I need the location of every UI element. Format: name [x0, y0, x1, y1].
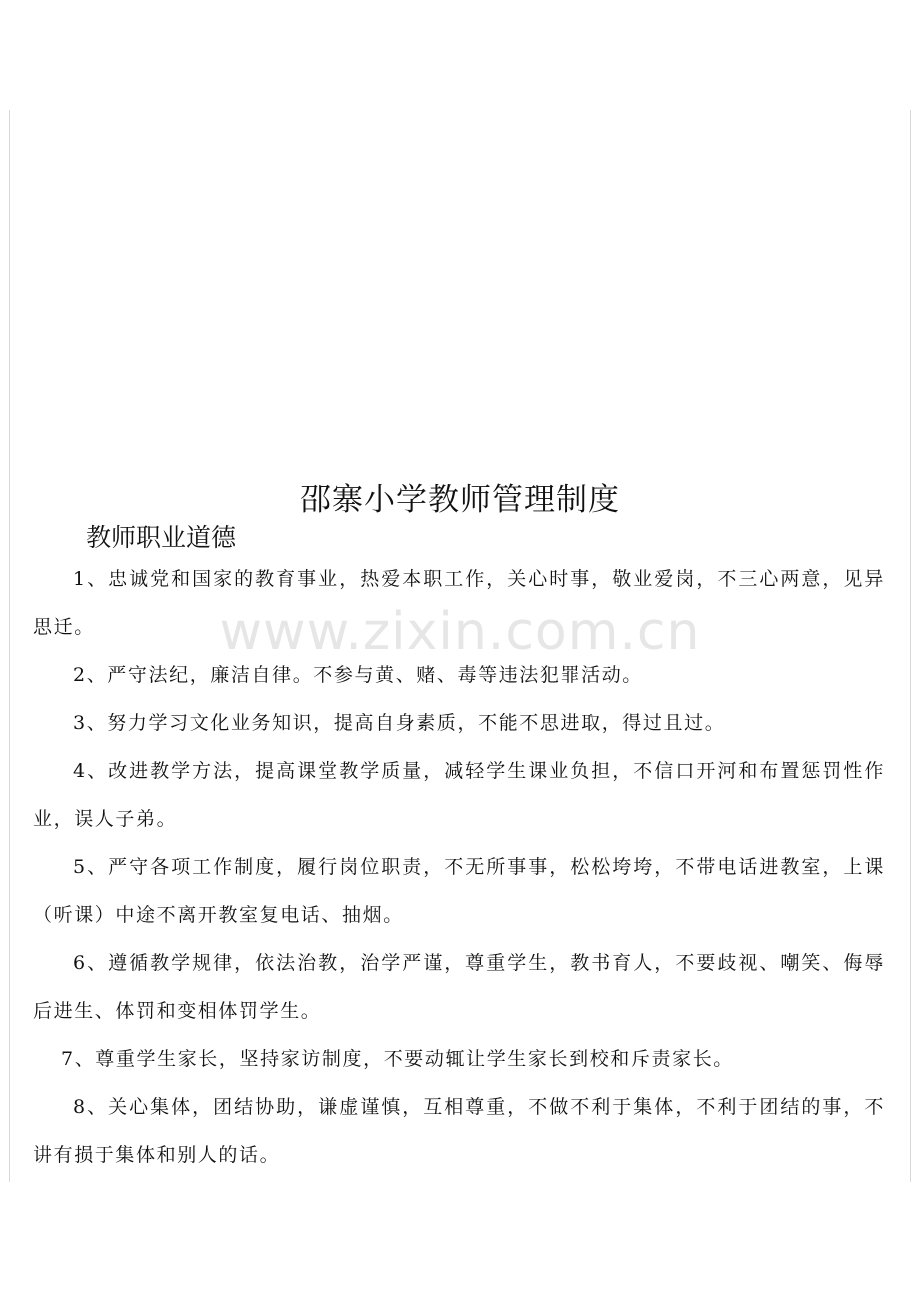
- paragraph-2: 2、严守法纪，廉洁自律。不参与黄、赌、毒等违法犯罪活动。: [73, 664, 643, 686]
- document-body: [33, 555, 885, 1179]
- document-title: 邵寨小学教师管理制度: [300, 482, 620, 518]
- paragraph-8: 8、关心集体，团结协助，谦虚谨慎，互相尊重，不做不利于集体，不利于团结的事，不讲有损于集体和别人的话。: [33, 1096, 885, 1166]
- paragraph-1: 1、忠诚党和国家的教育事业，热爱本职工作，关心时事，敬业爱岗，不三心两意，见异思迁。: [33, 568, 885, 638]
- paragraph-5: 5、严守各项工作制度，履行岗位职责，不无所事事，松松垮垮，不带电话进教室，上课（听课）中途不离开教室复电话、抽烟。: [33, 856, 885, 926]
- watermark: www.zixin.com.cn: [219, 602, 701, 662]
- paragraph-6: 6、遵循教学规律，依法治教，治学严谨，尊重学生，教书育人，不要歧视、嘲笑、侮辱后进生、体罚和变相体罚学生。: [33, 952, 885, 1022]
- paragraph-3: 3、努力学习文化业务知识，提高自身素质，不能不思进取，得过且过。: [73, 712, 726, 734]
- paragraph-4: 4、改进教学方法，提高课堂教学质量，减轻学生课业负担，不信口开河和布置惩罚性作业，误人子弟。: [33, 760, 885, 830]
- section-heading: 教师职业道德: [86, 523, 237, 552]
- paragraph-7: 7、尊重学生家长，坚持家访制度，不要动辄让学生家长到校和斥责家长。: [61, 1048, 734, 1070]
